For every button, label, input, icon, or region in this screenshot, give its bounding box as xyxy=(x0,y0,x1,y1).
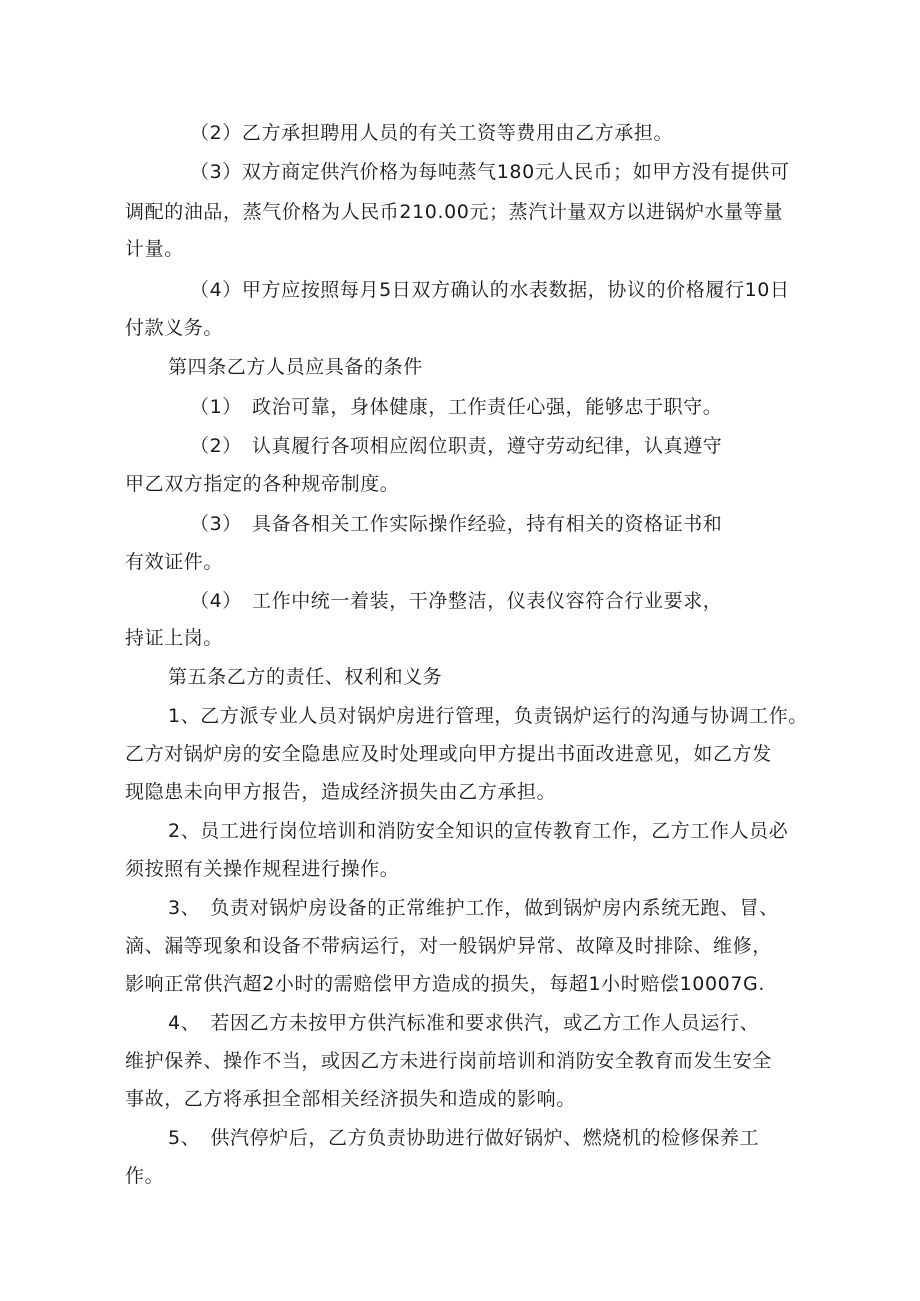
paragraph-line: 甲乙双方指定的各种规帝制度。 xyxy=(125,473,400,495)
paragraph-line: 滴、漏等现象和设备不带病运行，对一般锅炉异常、故障及时排除、维修， xyxy=(125,935,772,957)
paragraph-line: （3） 具备各相关工作实际操作经验，持有相关的资格证书和 xyxy=(190,513,723,535)
paragraph-line: 5、 供汽停炉后，乙方负责协助进行做好锅炉、燃烧机的检修保养工 xyxy=(168,1127,760,1149)
paragraph-line: 影响正常供汽超2小时的需赔偿甲方造成的损失，每超1小时赔偿10007G. xyxy=(125,973,765,995)
paragraph-line: （2）乙方承担聘用人员的有关工资等费用由乙方承担。 xyxy=(190,122,674,144)
paragraph-line: （2） 认真履行各项相应闳位职责，遵守劳动纪律，认真遵守 xyxy=(190,435,723,457)
paragraph-line: 乙方对锅炉房的安全隐患应及时处理或向甲方提出书面改进意见，如乙方发 xyxy=(125,743,772,765)
paragraph-line: （1） 政治可靠，身体健康，工作责任心强，能够忠于职守。 xyxy=(190,396,723,418)
paragraph-line: 作。 xyxy=(125,1165,165,1187)
paragraph-line: （4）甲方应按照每月5日双方确认的水表数据，协议的价格履行10日 xyxy=(190,279,790,301)
paragraph-line: 现隐患未向甲方报告，造成经济损失由乙方承担。 xyxy=(125,781,557,803)
section-heading: 第五条乙方的责任、权利和义务 xyxy=(168,666,443,688)
section-heading: 第四条乙方人员应具备的条件 xyxy=(168,356,423,378)
paragraph-line: 付款义务。 xyxy=(125,317,224,339)
paragraph-line: 调配的油品，蒸气价格为人民币210.00元；蒸汽计量双方以进锅炉水量等量 xyxy=(125,201,784,223)
paragraph-line: 维护保养、操作不当，或因乙方未进行岗前培训和消防安全教育而发生安全 xyxy=(125,1050,772,1072)
paragraph-line: 2、员工进行岗位培训和消防安全知识的宣传教育工作，乙方工作人员必 xyxy=(168,820,789,842)
paragraph-line: 1、乙方派专业人员对锅炉房进行管理，负责锅炉运行的沟通与协调工作。 xyxy=(168,705,808,727)
paragraph-line: 有效证件。 xyxy=(125,551,224,573)
paragraph-line: 事故，乙方将承担全部相关经济损失和造成的影响。 xyxy=(125,1088,576,1110)
paragraph-line: （3）双方商定供汽价格为每吨蒸气180元人民币；如甲方没有提供可 xyxy=(190,161,790,183)
paragraph-line: （4） 工作中统一着装，干净整洁，仪表仪容符合行业要求， xyxy=(190,590,723,612)
paragraph-line: 3、 负责对锅炉房设备的正常维护工作，做到锅炉房内系统无跑、冒、 xyxy=(168,897,779,919)
paragraph-line: 4、 若因乙方未按甲方供汽标准和要求供汽，或乙方工作人员运行、 xyxy=(168,1012,760,1034)
paragraph-line: 须按照有关操作规程进行操作。 xyxy=(125,858,400,880)
paragraph-line: 计量。 xyxy=(125,238,184,260)
paragraph-line: 持证上岗。 xyxy=(125,627,224,649)
